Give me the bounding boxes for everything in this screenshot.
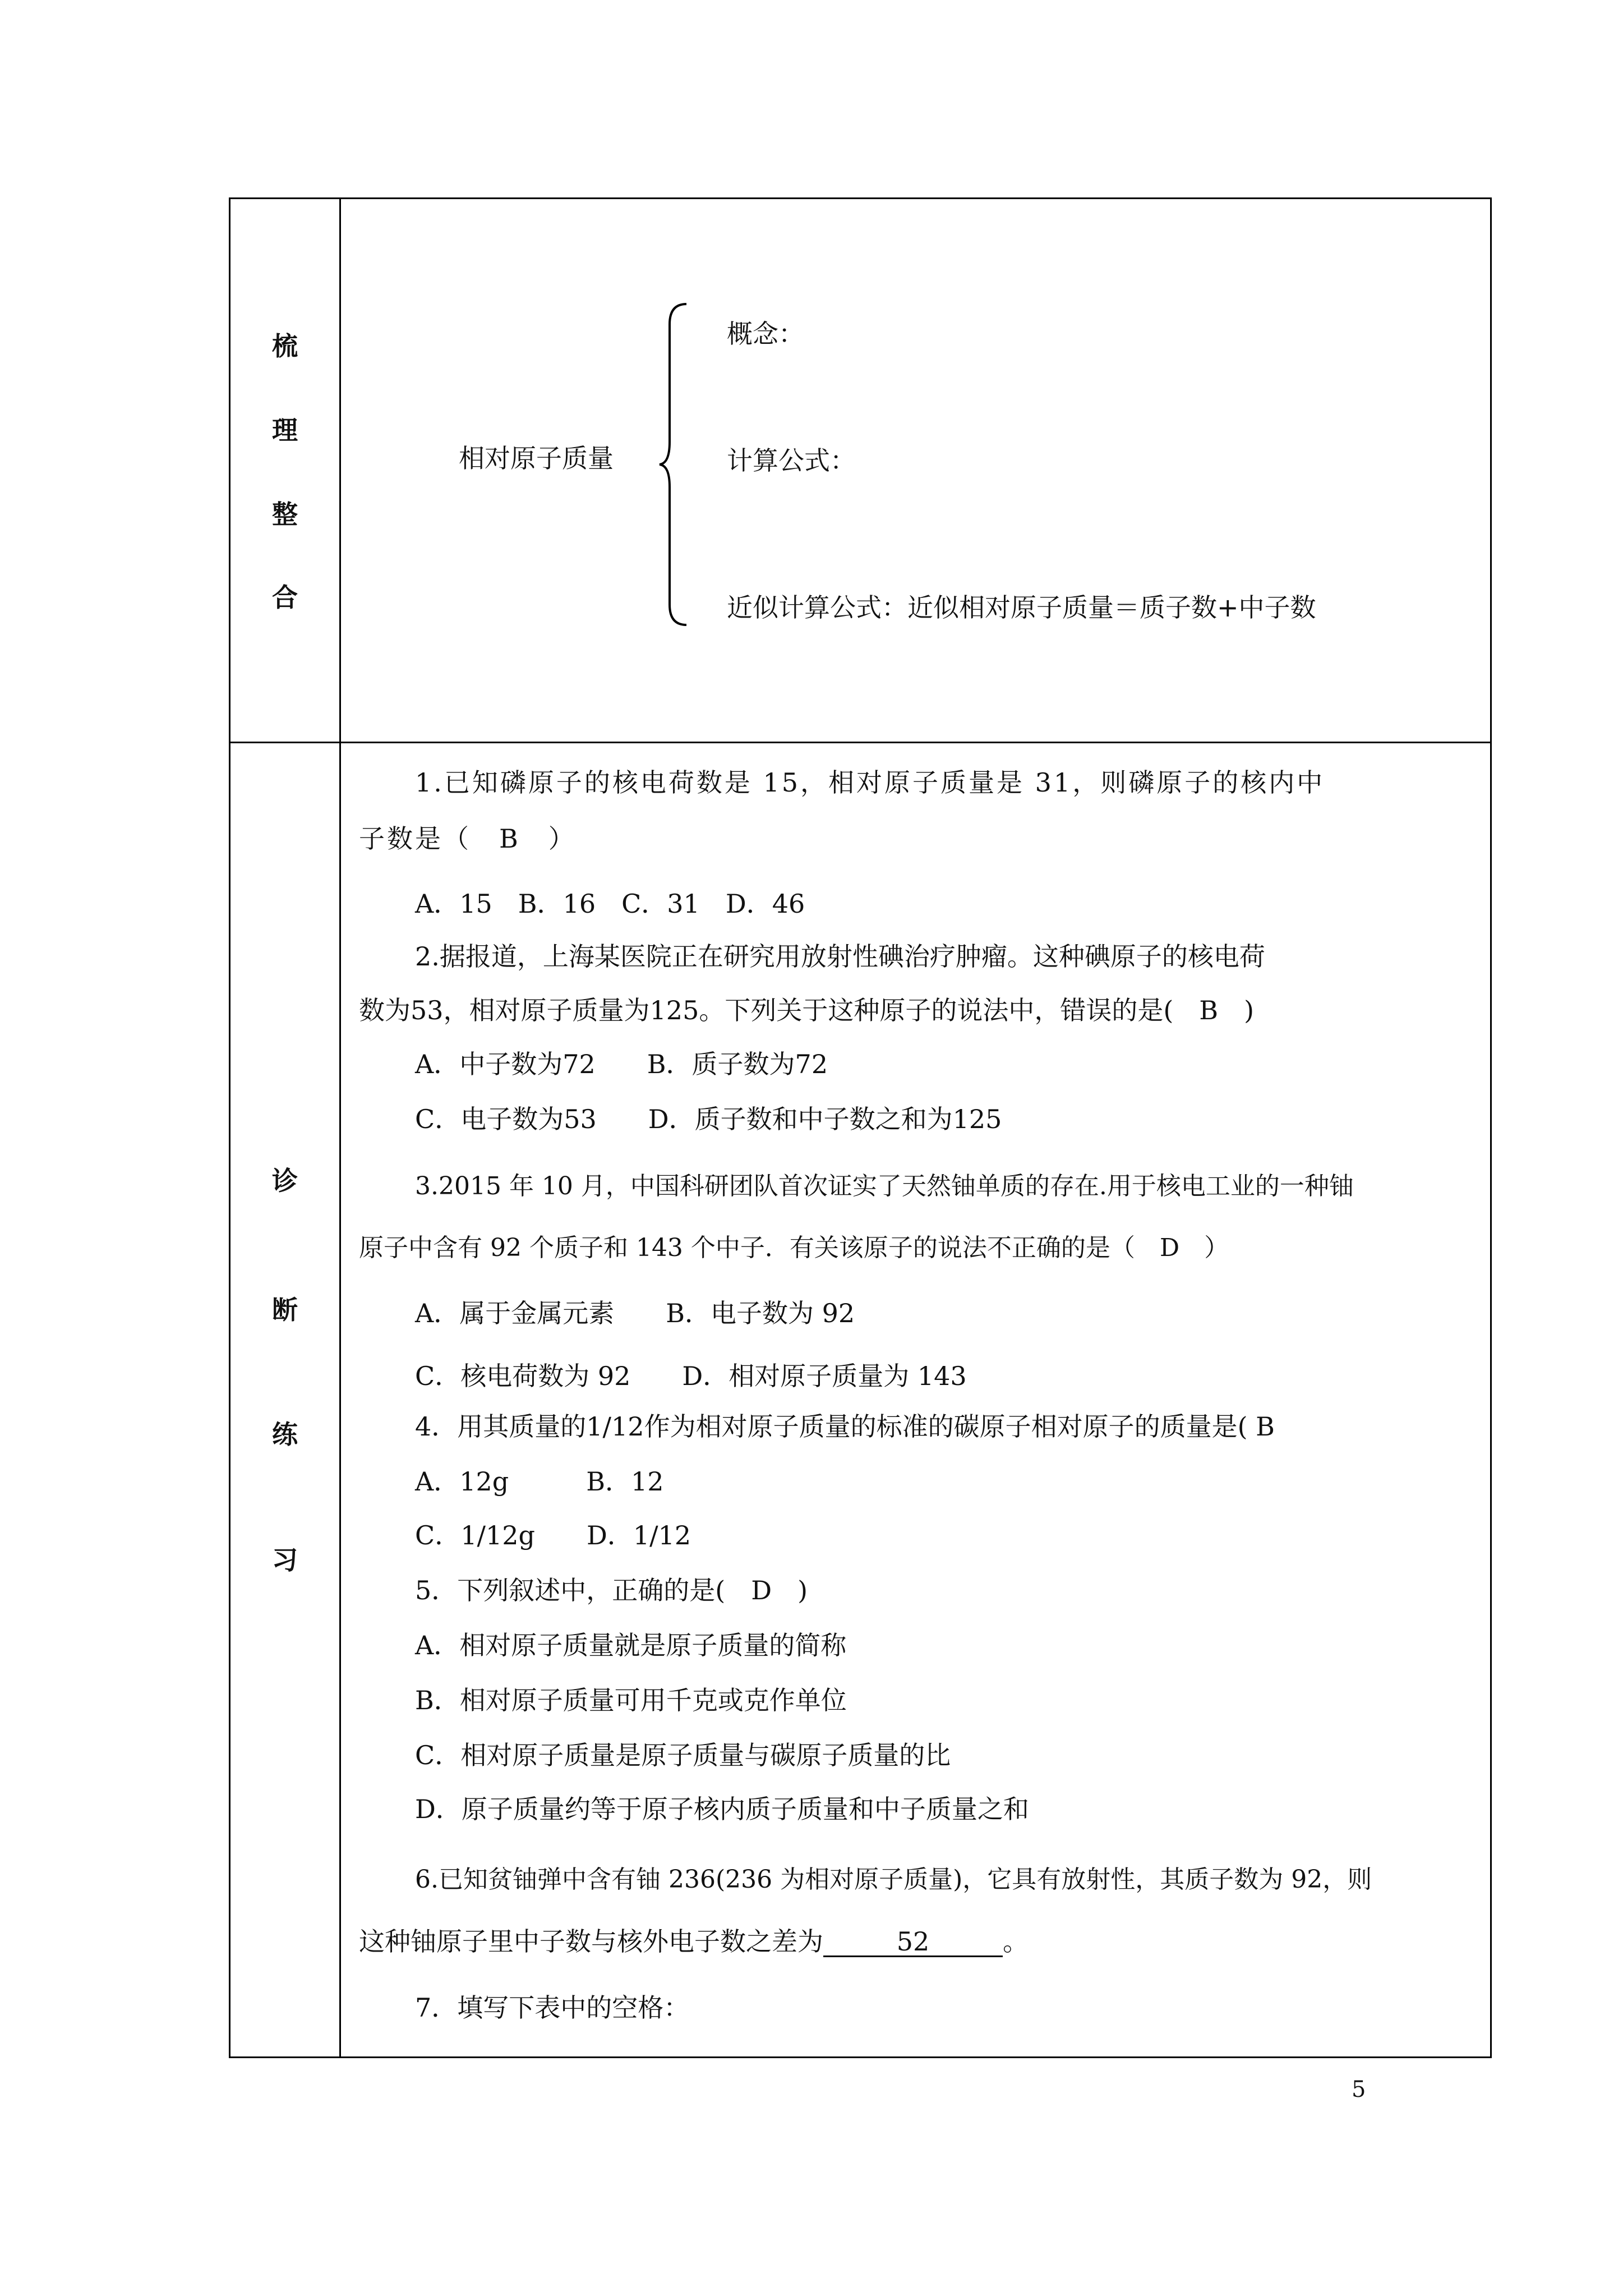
- row-divider: [229, 742, 1492, 743]
- q6-suffix: 。: [1003, 1926, 1029, 1957]
- formula-branch: 计算公式：: [727, 445, 856, 476]
- q3-options-ab: A．属于金属元素 B．电子数为 92: [415, 1298, 855, 1328]
- q2-stem-line2: 数为53，相对原子质量为125。下列关于这种原子的说法中，错误的是( B ): [359, 995, 1255, 1025]
- side-label-char: 整: [272, 499, 298, 530]
- q2-options-cd: C．电子数为53 D．质子数和中子数之和为125: [415, 1104, 1002, 1134]
- approx-formula-branch: 近似计算公式：近似相对原子质量＝质子数+中子数: [727, 592, 1316, 623]
- q5-option-b: B．相对原子质量可用千克或克作单位: [415, 1685, 847, 1715]
- q6-stem-line1: 6.已知贫铀弹中含有铀 236(236 为相对原子质量)，它具有放射性，其质子数为 92，则: [415, 1865, 1372, 1894]
- column-divider: [339, 197, 341, 2058]
- q4-options-cd: C．1/12g D．1/12: [415, 1520, 691, 1550]
- concept-branch: 概念：: [727, 319, 804, 349]
- q6-prefix: 这种铀原子里中子数与核外电子数之差为: [359, 1926, 823, 1957]
- q3-stem-line2: 原子中含有 92 个质子和 143 个中子．有关该原子的说法不正确的是（ D ）: [359, 1234, 1229, 1262]
- q3-stem-line1: 3.2015 年 10 月，中国科研团队首次证实了天然铀单质的存在.用于核电工业的一种铀: [415, 1172, 1354, 1200]
- q3-options-cd: C．核电荷数为 92 D．相对原子质量为 143: [415, 1361, 967, 1391]
- q1-stem-line1: 1.已知磷原子的核电荷数是 15，相对原子质量是 31，则磷原子的核内中: [415, 767, 1325, 798]
- side-label-char: 梳: [272, 331, 298, 361]
- q2-options-ab: A．中子数为72 B．质子数为72: [415, 1049, 828, 1079]
- q5-stem: 5．下列叙述中，正确的是( D ): [415, 1575, 808, 1605]
- q5-option-c: C．相对原子质量是原子质量与碳原子质量的比: [415, 1740, 951, 1770]
- side-label-char: 练: [272, 1419, 298, 1450]
- q6-stem-line2: [359, 1925, 1029, 1958]
- q4-stem: 4．用其质量的1/12作为相对原子质量的标准的碳原子相对原子的质量是( B: [415, 1411, 1275, 1442]
- q1-stem-line2: 子数是（ B ）: [359, 823, 577, 854]
- q2-stem-line1: 2.据报道，上海某医院正在研究用放射性碘治疗肿瘤。这种碘原子的核电荷: [415, 941, 1265, 972]
- page-number: 5: [1352, 2077, 1366, 2102]
- q6-answer-blank: 52: [823, 1927, 1003, 1957]
- q1-options: A．15 B．16 C．31 D．46: [415, 889, 805, 919]
- topic-label: 相对原子质量: [459, 443, 614, 473]
- side-label-char: 合: [272, 582, 298, 613]
- side-label-char: 断: [272, 1295, 298, 1325]
- q5-option-a: A．相对原子质量就是原子质量的简称: [415, 1630, 847, 1660]
- side-label-char: 习: [272, 1545, 298, 1575]
- side-label-char: 理: [272, 415, 298, 445]
- side-label-char: 诊: [272, 1166, 298, 1196]
- q7-stem: 7．填写下表中的空格：: [415, 1993, 690, 2023]
- q5-option-d: D．原子质量约等于原子核内质子质量和中子质量之和: [415, 1794, 1029, 1824]
- q4-options-ab: A．12g B．12: [415, 1466, 664, 1497]
- brace-icon: [657, 302, 691, 627]
